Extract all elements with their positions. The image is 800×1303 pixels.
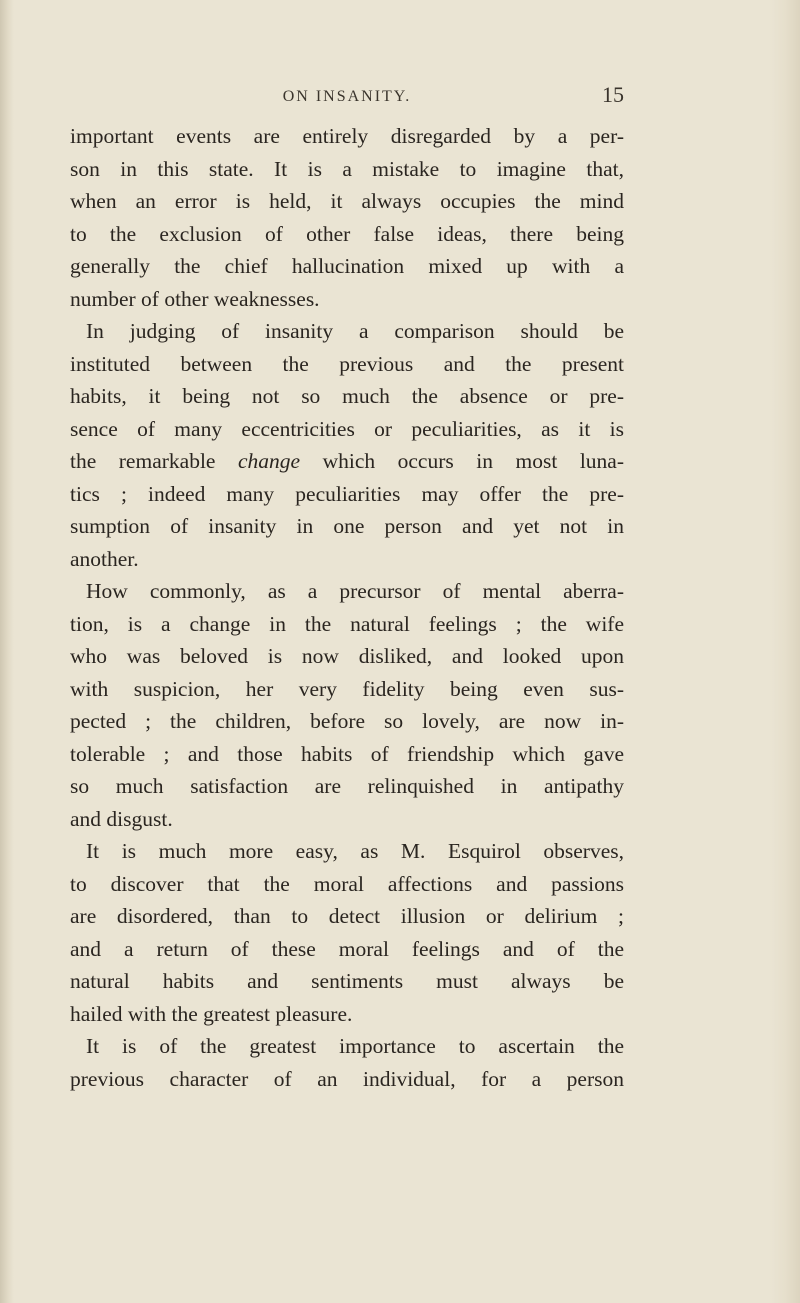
- body-text: [70, 120, 624, 1095]
- running-head: ON INSANITY.: [282, 88, 412, 105]
- text-line: sence of many eccentricities or peculiarities, as it is: [70, 416, 624, 441]
- text-line: who was beloved is now disliked, and looked upon: [70, 644, 624, 668]
- text-line: tics ; indeed many peculiarities may offer the pre-: [70, 481, 624, 506]
- text-line: hailed with the greatest pleasure.: [70, 1001, 353, 1026]
- page-header: [70, 82, 624, 112]
- text-segment: which occurs in most luna-: [300, 449, 625, 473]
- text-line: instituted between the previous and the present: [70, 351, 624, 376]
- page-number: 15: [602, 82, 624, 107]
- text-line: natural habits and sentiments must always be: [70, 969, 624, 993]
- page-left-edge: [0, 0, 14, 1303]
- text-line: tion, is a change in the natural feelings ; the wife: [70, 611, 624, 636]
- text-line: to discover that the moral affections and passions: [70, 871, 624, 896]
- page-right-edge: [770, 0, 800, 1303]
- text-line: and a return of these moral feelings and of the: [70, 936, 624, 961]
- text-line: How commonly, as a precursor of mental aberra-: [86, 579, 624, 603]
- text-line: habits, it being not so much the absence or pre-: [70, 384, 624, 408]
- text-line: important events are entirely disregarded by a per-: [70, 124, 624, 148]
- text-line: son in this state. It is a mistake to imagine that,: [70, 156, 624, 181]
- text-line: pected ; the children, before so lovely, are now in-: [70, 709, 624, 733]
- text-line: In judging of insanity a comparison should be: [86, 319, 624, 343]
- text-line: and disgust.: [70, 806, 173, 831]
- text-line: with suspicion, her very fidelity being even sus-: [70, 676, 624, 701]
- text-line: when an error is held, it always occupies the mind: [70, 189, 624, 213]
- text-line: previous character of an individual, for a person: [70, 1066, 624, 1091]
- text-line: sumption of insanity in one person and yet not in: [70, 514, 624, 538]
- text-line: It is much more easy, as M. Esquirol observes,: [86, 839, 624, 863]
- text-line: to the exclusion of other false ideas, there being: [70, 221, 624, 246]
- text-line: are disordered, than to detect illusion or delirium ;: [70, 904, 624, 928]
- text-line: generally the chief hallucination mixed up with a: [70, 254, 624, 278]
- text-line: tolerable ; and those habits of friendship which gave: [70, 741, 624, 766]
- text-line: [70, 445, 624, 478]
- italic-emphasis: change: [237, 449, 301, 473]
- text-segment: the remarkable: [70, 449, 238, 473]
- text-line: It is of the greatest importance to ascertain the: [86, 1034, 624, 1058]
- text-line: number of other weaknesses.: [70, 286, 320, 311]
- text-line: so much satisfaction are relinquished in antipathy: [70, 774, 624, 798]
- text-line: another.: [70, 546, 139, 571]
